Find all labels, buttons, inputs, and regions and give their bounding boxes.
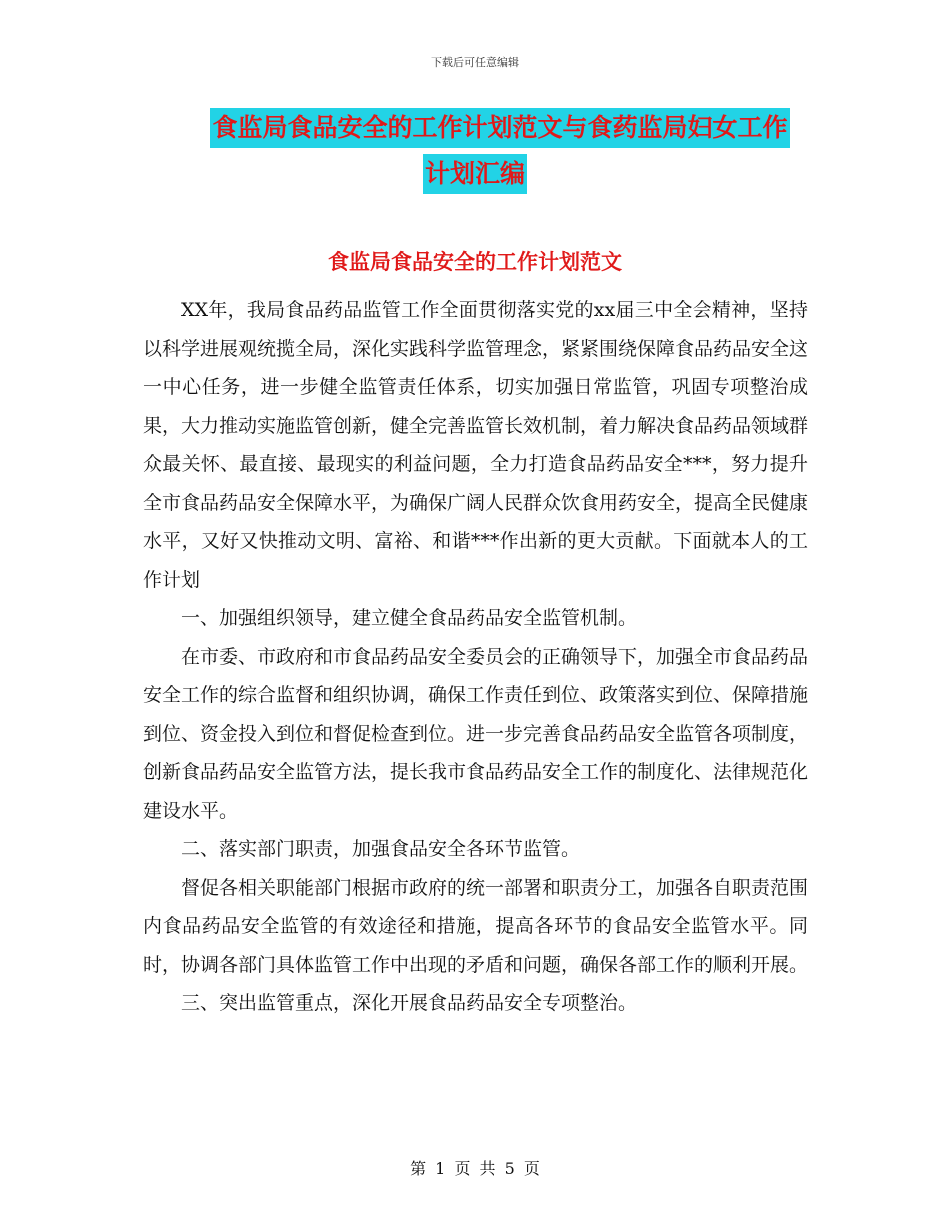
page-footer: 第 1 页 共 5 页 <box>410 1159 540 1178</box>
section-subtitle: 食监局食品安全的工作计划范文 <box>328 250 622 274</box>
paragraph-intro: XX年，我局食品药品监管工作全面贯彻落实党的xx届三中全会精神，坚持以科学进展观统揽全局，深化实践科学监管理念，紧紧围绕保障食品药品安全这一中心任务，进一步健全监管责任体系，切实加强日常监管，巩固专项整治成果，大力推动实施监管创新，健全完善监管长效机制，着力解决食品药品领域群众最关怀、最直接、最现实的利益问题，全力打造食品药品安全***，努力提升全市食品药品安全保障水平，为确保广阔人民群众饮食用药安全，提高全民健康水平，又好又快推动文明、富裕、和谐***作出新的更大贡献。下面就本人的工作计划 <box>143 299 809 591</box>
paragraph-heading-1: 一、加强组织领导，建立健全食品药品安全监管机制。 <box>181 607 638 629</box>
paragraph-body-1: 在市委、市政府和市食品药品安全委员会的正确领导下，加强全市食品药品安全工作的综合监督和组织协调，确保工作责任到位、政策落实到位、保障措施到位、资金投入到位和督促检查到位。进一步完善食品药品安全监管各项制度，创新食品药品安全监管方法，提长我市食品药品安全工作的制度化、法律规范化建设水平。 <box>143 645 809 822</box>
document-title <box>0 108 950 194</box>
paragraph-body-2: 督促各相关职能部门根据市政府的统一部署和职责分工，加强各自职责范围内食品药品安全监管的有效途径和措施，提高各环节的食品安全监管水平。同时，协调各部门具体监管工作中出现的矛盾和问题，确保各部工作的顺利开展。 <box>143 876 809 976</box>
paragraph-heading-2: 二、落实部门职责，加强食品安全各环节监管。 <box>181 838 581 860</box>
title-line-1: 食监局食品安全的工作计划范文与食药监局妇女工作 <box>210 108 789 148</box>
title-line-2: 计划汇编 <box>423 154 527 194</box>
document-body <box>143 291 808 1023</box>
paragraph-heading-3: 三、突出监管重点，深化开展食品药品安全专项整治。 <box>181 992 638 1014</box>
header-note: 下载后可任意编辑 <box>431 56 519 69</box>
